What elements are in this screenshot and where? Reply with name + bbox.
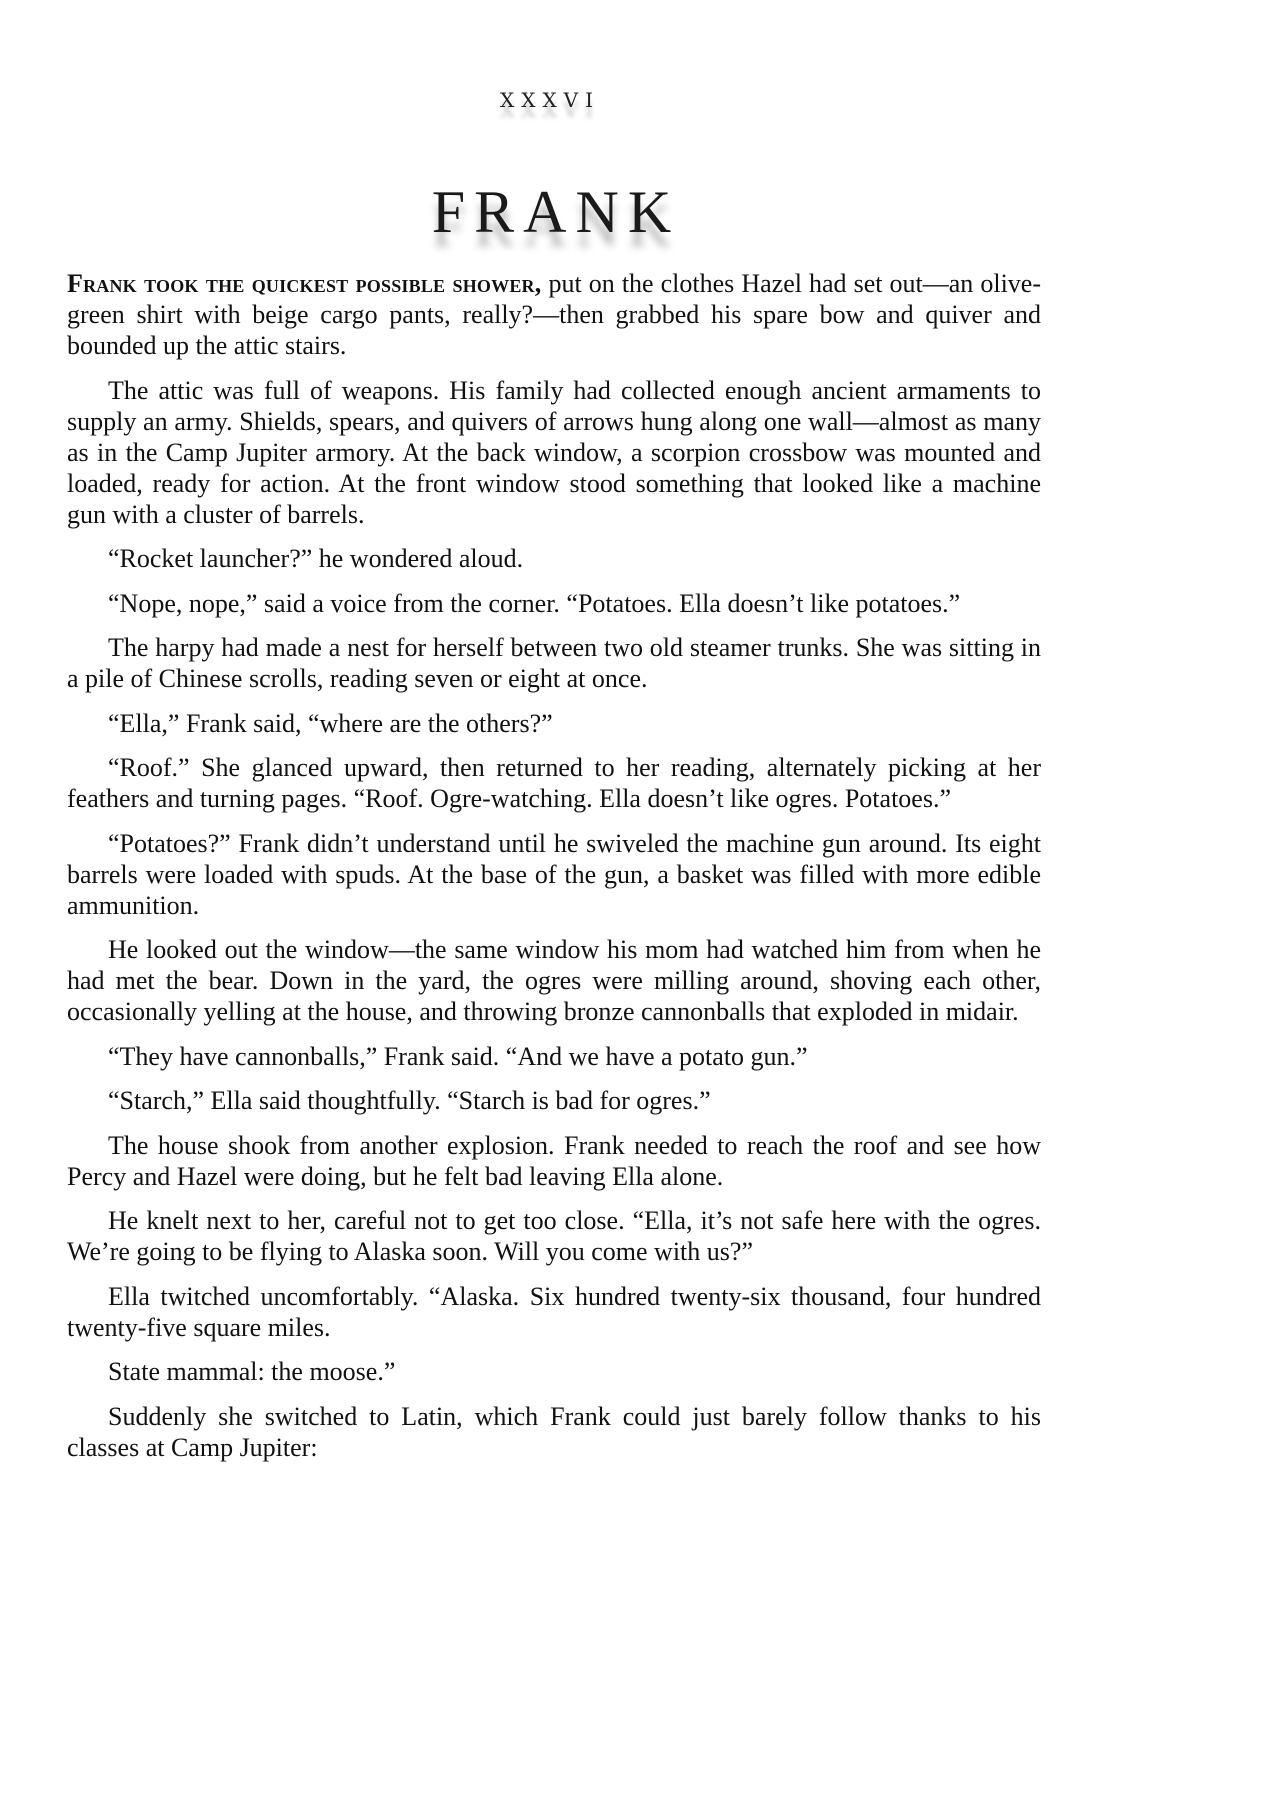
paragraph-15: State mammal: the moose.” [108,1357,396,1386]
paragraph-7: “Roof.” She glanced upward, then returned to her reading, alternately picking at her feathers and turning pages. “Roof. Ogre-watching. Ella doesn’t like ogres. Potatoes.” [67,753,1041,813]
paragraph-6: “Ella,” Frank said, “where are the others?” [108,708,553,738]
paragraph-3: “Rocket launcher?” he wondered aloud. [108,544,524,573]
paragraph-4: “Nope, nope,” said a voice from the corner. “Potatoes. Ella doesn’t like potatoes.” [108,588,961,618]
paragraph-2: The attic was full of weapons. His family had collected enough ancient armaments to supply an army. Shields, spears, and quivers of arrows hung along one wall—almost as many as in the Camp Jupiter armory. At the back window, a scorpion crossbow was mounted and loaded, ready for action. At the front window stood something that looked like a machine gun with a cluster of barrels. [67,375,1041,529]
paragraph-5: The harpy had made a nest for herself between two old steamer trunks. She was sitting in a pile of Chinese scrolls, reading seven or eight at once. [67,633,1041,693]
chapter-body [67,268,1041,1476]
chapter-number: XXXVI [499,88,601,112]
paragraph-13: He knelt next to her, careful not to get too close. “Ella, it’s not safe here with the ogres. We’re going to be flying to Alaska soon. Will you come with us?” [67,1206,1041,1266]
paragraph-11: “Starch,” Ella said thoughtfully. “Starch is bad for ogres.” [108,1086,711,1115]
paragraph-14: Ella twitched uncomfortably. “Alaska. Six hundred twenty-six thousand, four hundred twenty-five square miles. [67,1281,1041,1342]
paragraph-1 [67,268,1041,361]
paragraph-9: He looked out the window—the same window his mom had watched him from when he had met the bear. Down in the yard, the ogres were milling around, shoving each other, occasionally yelling at the house, and throwing bronze cannonballs that exploded in midair. [67,935,1041,1026]
paragraph-text: put on the clothes Hazel had set out—an olive-green shirt with beige cargo pants, really?—then grabbed his spare bow and quiver and bounded up the attic stairs. [67,269,1041,360]
paragraph-8: “Potatoes?” Frank didn’t understand until he swiveled the machine gun around. Its eight barrels were loaded with spuds. At the base of the gun, a basket was filled with more edible ammunition. [67,828,1041,920]
paragraph-16: Suddenly she switched to Latin, which Frank could just barely follow thanks to his classes at Camp Jupiter: [67,1401,1041,1462]
lead-in-small-caps: Frank took the quickest possible shower, [67,269,542,298]
chapter-title: FRANK [431,179,681,245]
paragraph-10: “They have cannonballs,” Frank said. “And we have a potato gun.” [108,1041,808,1071]
paragraph-12: The house shook from another explosion. Frank needed to reach the roof and see how Percy and Hazel were doing, but he felt bad leaving Ella alone. [67,1130,1041,1191]
